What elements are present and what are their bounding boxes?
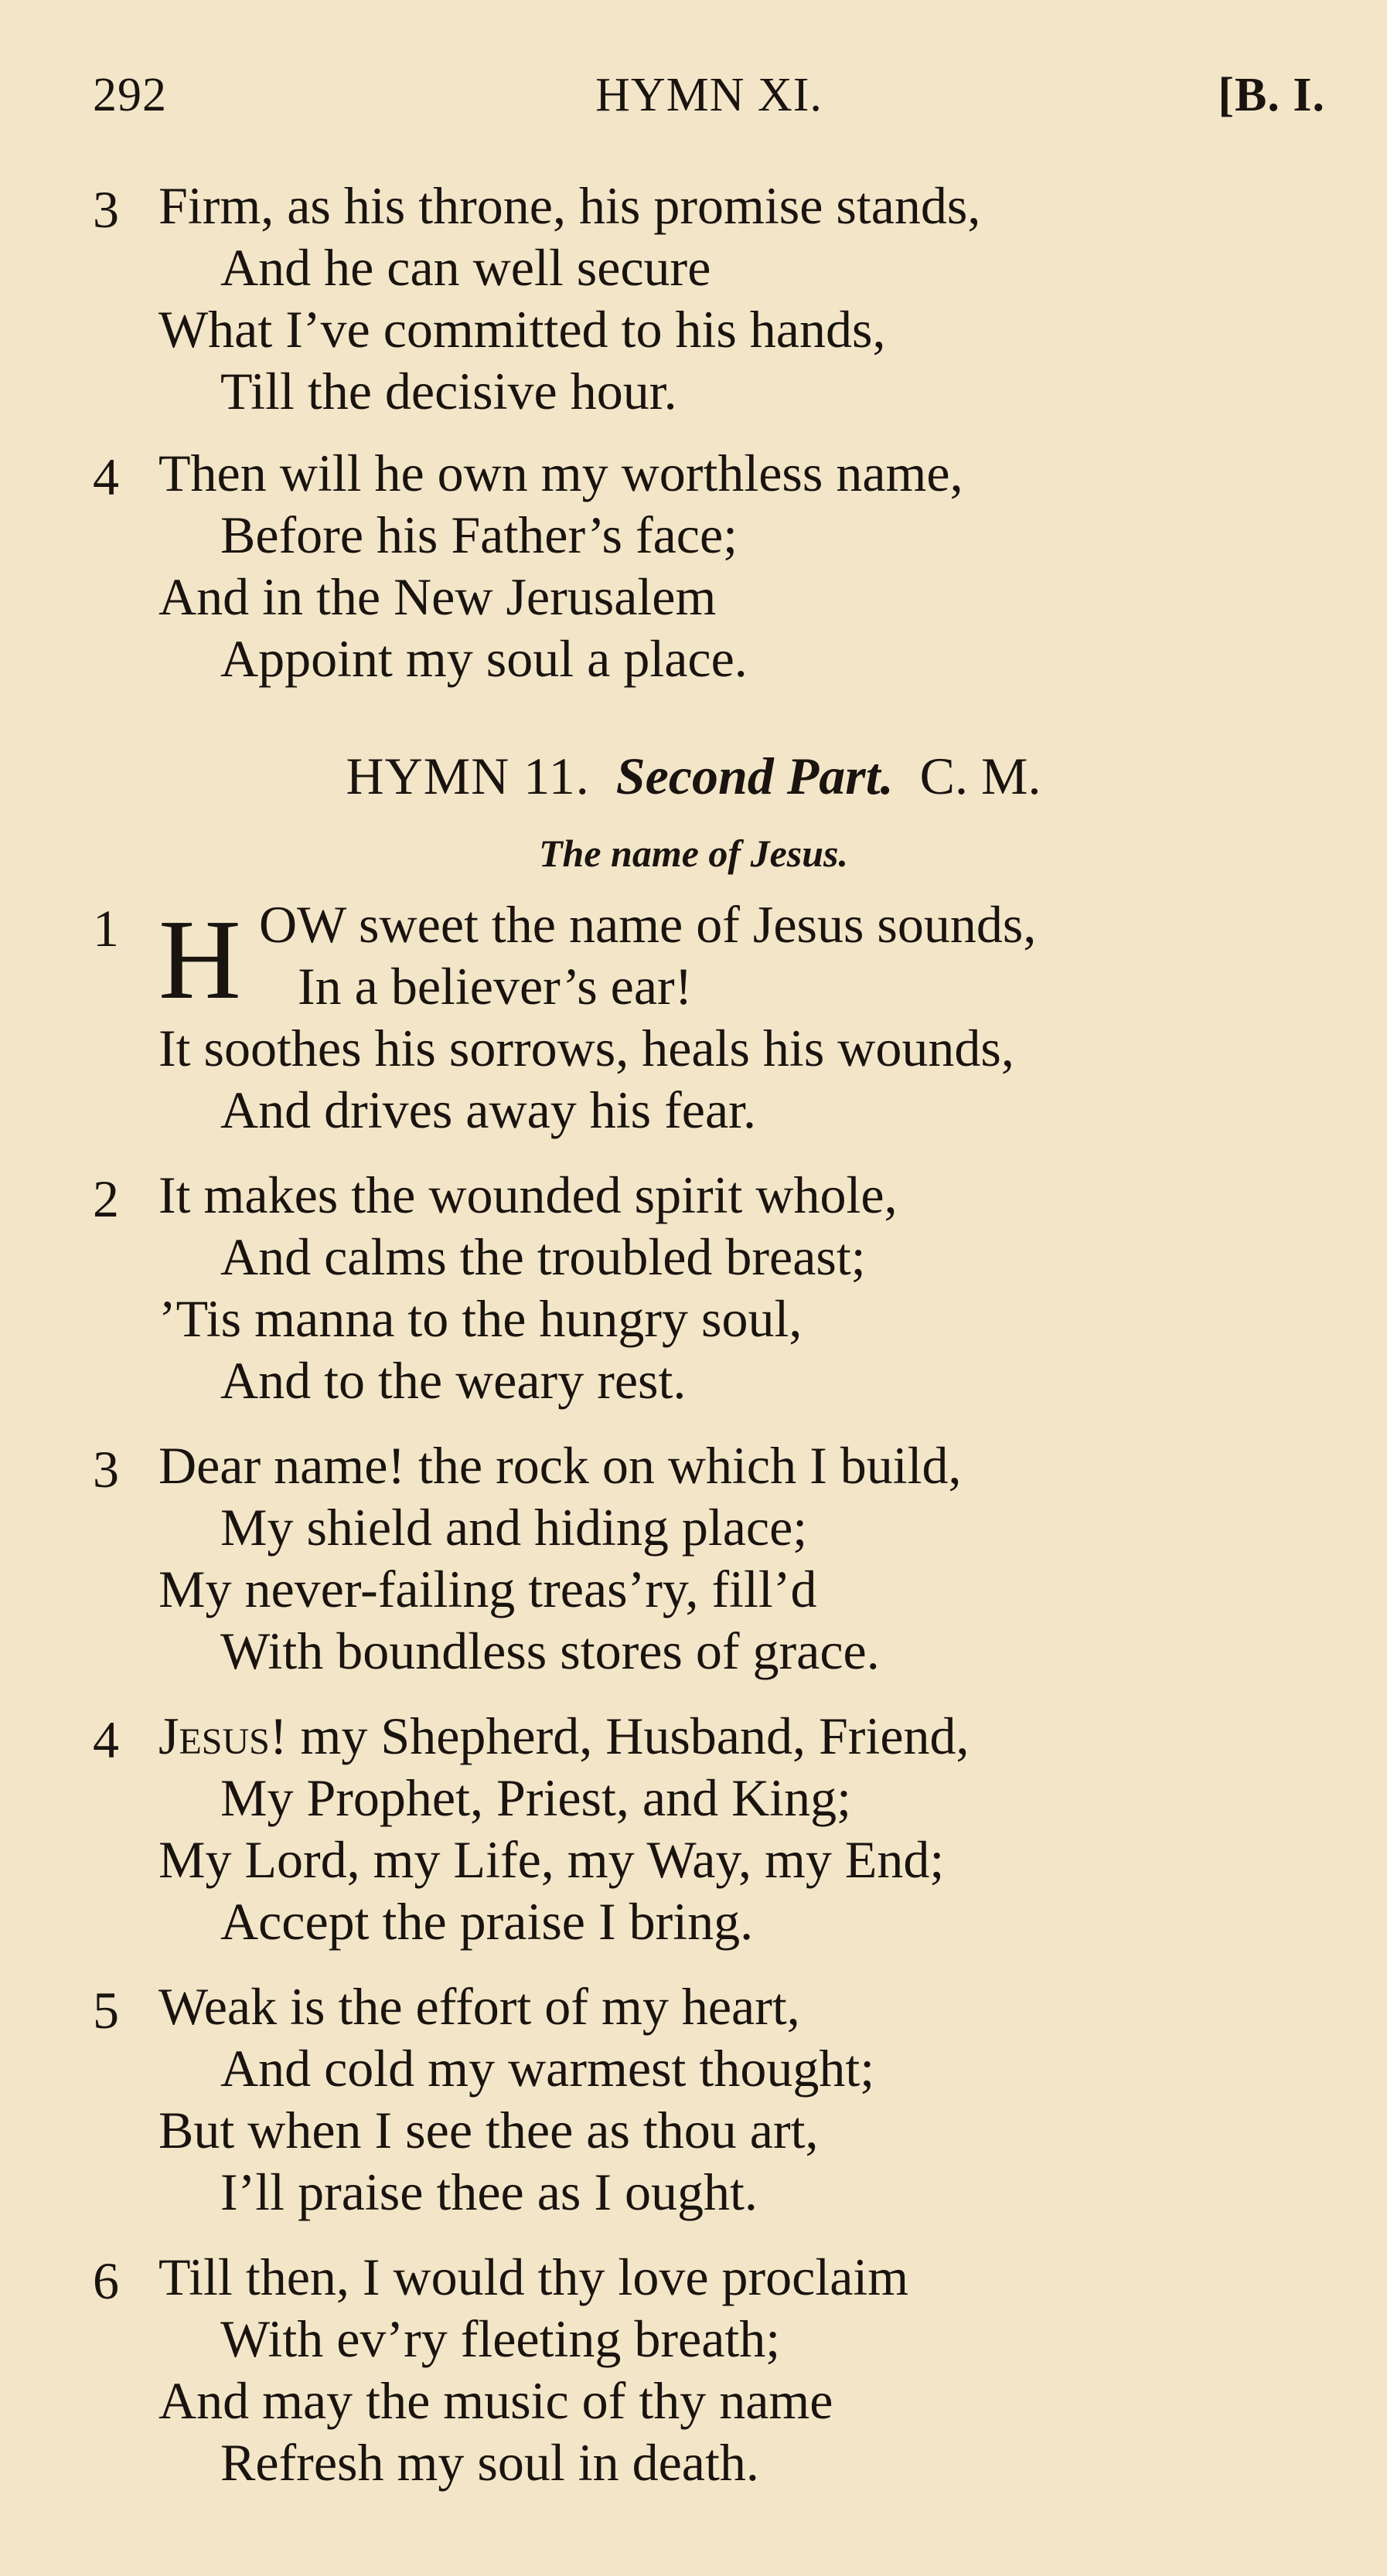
- page-header: [93, 68, 1325, 130]
- verse-line: In a believer’s ear!: [298, 957, 693, 1016]
- stanza-number: 4: [93, 1710, 119, 1769]
- stanza-number: 1: [93, 899, 119, 958]
- verse-line: Weak is the effort of my heart,: [158, 1977, 800, 2036]
- verse-line: Refresh my soul in death.: [220, 2433, 759, 2492]
- verse-line: And he can well secure: [220, 238, 711, 297]
- verse-line: Till then, I would thy love proclaim: [158, 2248, 909, 2306]
- verse-line: My shield and hiding place;: [220, 1498, 808, 1557]
- hymn-part: Second Part.: [615, 747, 894, 805]
- verse-line: With ev’ry fleeting breath;: [220, 2309, 781, 2368]
- page-number: 292: [93, 69, 167, 121]
- verse-line: With boundless stores of grace.: [220, 1621, 880, 1680]
- verse-line: And cold my warmest thought;: [220, 2039, 875, 2098]
- hymn-number: HYMN 11.: [346, 747, 590, 805]
- verse-line: Till the decisive hour.: [220, 362, 677, 420]
- verse-line: Firm, as his throne, his promise stands,: [158, 176, 981, 235]
- verse-line: And drives away his fear.: [220, 1080, 757, 1139]
- verse-line: I’ll praise thee as I ought.: [220, 2163, 758, 2221]
- stanza-number: 2: [93, 1169, 119, 1228]
- hymn-subtitle: The name of Jesus.: [539, 832, 848, 875]
- verse-line-rest: ! my Shepherd, Husband, Friend,: [269, 1707, 970, 1765]
- verse-line: Then will he own my worthless name,: [158, 444, 963, 502]
- stanza-number: 3: [93, 180, 119, 239]
- drop-cap: H: [158, 897, 241, 1023]
- verse-line: And to the weary rest.: [220, 1351, 687, 1410]
- hymn-heading: [0, 746, 1387, 807]
- verse-line: ’Tis manna to the hungry soul,: [158, 1289, 803, 1348]
- verse-line: Appoint my soul a place.: [220, 629, 748, 688]
- verse-line: And calms the troubled breast;: [220, 1227, 866, 1286]
- jesus-small-caps: Jesus: [158, 1707, 270, 1765]
- hymn-meter: C. M.: [919, 747, 1041, 805]
- verse-line: [158, 1707, 970, 1765]
- stanza-number: 6: [93, 2251, 119, 2310]
- book-reference: [B. I.: [1218, 69, 1325, 121]
- running-title: HYMN XI.: [595, 69, 823, 121]
- verse-line: OW sweet the name of Jesus sounds,: [259, 895, 1037, 954]
- stanza-number: 3: [93, 1440, 119, 1499]
- verse-line: But when I see thee as thou art,: [158, 2101, 819, 2159]
- verse-line: It makes the wounded spirit whole,: [158, 1165, 898, 1224]
- verse-line: Accept the praise I bring.: [220, 1892, 754, 1951]
- verse-line: It soothes his sorrows, heals his wounds,: [158, 1019, 1014, 1077]
- verse-line: My never-failing treas’ry, fill’d: [158, 1560, 817, 1618]
- verse-line: My Prophet, Priest, and King;: [220, 1768, 851, 1827]
- stanza-number: 5: [93, 1981, 119, 2040]
- verse-line: Before his Father’s face;: [220, 505, 738, 564]
- verse-line: And in the New Jerusalem: [158, 567, 717, 626]
- verse-line: What I’ve committed to his hands,: [158, 300, 886, 359]
- verse-line: My Lord, my Life, my Way, my End;: [158, 1830, 945, 1889]
- stanza-number: 4: [93, 447, 119, 506]
- verse-line: Dear name! the rock on which I build,: [158, 1436, 962, 1495]
- verse-line: And may the music of thy name: [158, 2371, 833, 2430]
